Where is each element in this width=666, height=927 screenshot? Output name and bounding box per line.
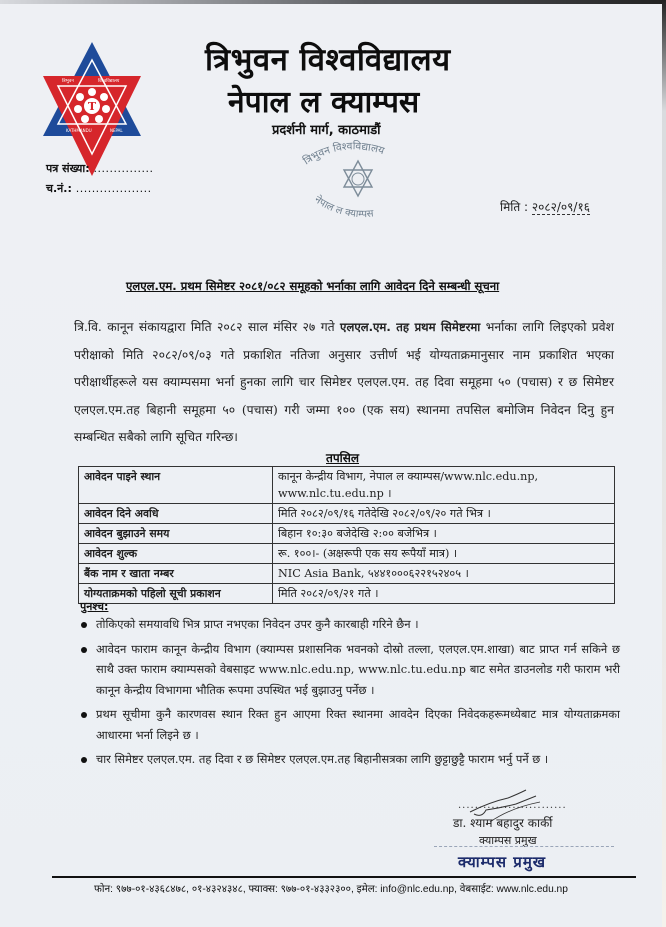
notice-body-bold: एलएल.एम. तह प्रथम सिमेष्टरमा <box>340 320 481 334</box>
list-item: चार सिमेष्टर एलएल.एम. तह दिवा र छ सिमेष्टर एलएल.एम.तह बिहानीसत्रका लागि छुट्टाछुट्टै फाराम भर्नु पर्ने छ । <box>78 749 620 770</box>
footer-divider <box>52 876 636 878</box>
detail-key: आवेदन शुल्क <box>79 544 273 564</box>
detail-value: मिति २०८२/०९/१६ गतेदेखि २०८२/०९/२० गते भित्र । <box>273 504 615 524</box>
detail-value: कानून केन्द्रीय विभाग, नेपाल ल क्याम्पस/www.nlc.edu.np, www.nlc.tu.edu.np । <box>273 467 615 504</box>
list-item: आवेदन फाराम कानून केन्द्रीय विभाग (क्याम्पस प्रशासनिक भवनको दोस्रो तल्ला, एलएल.एम.शाखा) बाट प्राप्त गर्न सकिने छ साथै उक्त फाराम क्याम्पसको वेबसाइट www.nlc.edu.np, www.nlc.tu.edu.np बाट समेत डाउनलोड गरी फाराम भरी कानून केन्द्रीय विभागमा भौतिक रूपमा उपस्थित भई बुझाउनु पर्नेछ । <box>78 639 620 701</box>
footer-contact: फोन: ९७७-०१-४३६८४७८, ०१-४३२४३४८, फ्याक्स: ९७७-०१-४३३२३००, इमेल: info@nlc.edu.np, वेबसाईट: www.nlc.edu.np <box>94 884 568 895</box>
detail-value: बिहान १०:३० बजेदेखि २:०० बजेभित्र । <box>273 524 615 544</box>
notice-date <box>500 198 590 215</box>
signature-line: .......................... <box>458 800 567 811</box>
campus-address: प्रदर्शनी मार्ग, काठमाडौं <box>272 123 381 138</box>
detail-key: आवेदन पाइने स्थान <box>79 467 273 504</box>
letter-number-label: पत्र संख्या: <box>46 162 90 175</box>
dispatch-number-label: च.नं.: <box>46 182 72 195</box>
detail-key: बैंक नाम र खाता नम्बर <box>79 564 273 584</box>
signatory-name: डा. श्याम बहादुर कार्की <box>453 816 553 830</box>
letter-number <box>46 161 153 176</box>
stamp-bottom-text: नेपाल ल क्याम्पस <box>312 194 374 221</box>
list-item: तोकिएको समयावधि भित्र प्राप्त नभएका निवेदन उपर कुनै कारबाही गरिने छैन । <box>78 614 620 635</box>
emblem-text-top-right: विश्वविद्यालय <box>98 79 120 84</box>
signatory-role: क्याम्पस प्रमुख <box>479 834 537 847</box>
detail-value: NIC Asia Bank, ५४४१०००६२२१५२४०५ । <box>273 564 615 584</box>
emblem-text-bottom-left: KATHMANDU <box>66 128 92 133</box>
table-row <box>79 467 615 504</box>
date-label: मिति : <box>500 200 529 214</box>
table-row <box>79 504 615 524</box>
stamp-top-text: त्रिभुवन विश्वविद्यालय <box>301 140 386 168</box>
table-row <box>79 564 615 584</box>
notice-body <box>74 314 614 452</box>
tribhuvan-university-emblem-icon <box>40 40 144 180</box>
campus-chief-stamp: क्याम्पस प्रमुख <box>458 853 547 871</box>
detail-key: योग्यताक्रमको पहिलो सूची प्रकाशन <box>79 584 273 604</box>
detail-value: मिति २०८२/०९/२१ गते । <box>273 584 615 604</box>
postscript-heading: पुनश्च: <box>80 600 109 613</box>
scan-edge-right <box>662 0 666 927</box>
date-value: २०८२/०९/१६ <box>531 200 590 214</box>
list-item: प्रथम सूचीमा कुनै कारणवस स्थान रिक्त हुन आएमा रिक्त स्थानमा आवदेन दिएका निवेदकहरूमध्येबाट मात्र योग्यताक्रमका आधारमा भर्ना लिइने छ । <box>78 704 620 745</box>
details-table <box>78 466 615 604</box>
emblem-text-bottom-right: NEPAL <box>110 128 123 133</box>
table-row <box>79 524 615 544</box>
stamp-divider <box>434 846 614 847</box>
notice-title: एलएल.एम. प्रथम सिमेष्टर २०८१/०८२ समूहको भर्नाका लागि आवेदन दिने सम्बन्धी सूचना <box>126 279 500 293</box>
scan-edge-top <box>0 0 666 4</box>
table-row <box>79 584 615 604</box>
svg-text:T: T <box>87 100 97 113</box>
detail-key: आवेदन दिने अवधि <box>79 504 273 524</box>
letter-number-value: ............... <box>93 162 154 175</box>
table-row <box>79 544 615 564</box>
dispatch-number-value: ................... <box>75 182 152 195</box>
details-heading: तपसिल <box>326 451 360 465</box>
postscript-list <box>78 614 620 774</box>
campus-name: नेपाल ल क्याम्पस <box>228 85 420 120</box>
university-name: त्रिभुवन विश्वविद्यालय <box>205 42 451 78</box>
notice-body-part1: त्रि.वि. कानून संकायद्वारा मिति २०८२ साल मंसिर २७ गते <box>74 320 341 334</box>
dispatch-number <box>46 181 152 196</box>
detail-key: आवेदन बुझाउने समय <box>79 524 273 544</box>
detail-value: रू. १००।- (अक्षरूपी एक सय रूपैयाँ मात्र) । <box>273 544 615 564</box>
campus-seal-stamp-icon <box>296 135 426 225</box>
notice-body-part2: भर्नाका लागि लिइएको प्रवेश परीक्षाको मिति २०८२/०९/०३ गते प्रकाशित नतिजा अनुसार उत्तीर्ण भई योग्यताक्रमानुसार नाम प्रकाशित भएका परीक्षार्थीहरूले यस क्याम्पसमा भर्ना हुनका लागि चार सिमेष्टर एलएल.एम. तह दिवा समूहमा ५० (पचास) र छ सिमेष्टर एलएल.एम.तह बिहानी समूहमा ५० (पचास) गरी जम्मा १०० (एक सय) स्थानमा तपसिल बमोजिम निवेदन दिनु हुन सम्बन्धित सबैको लागि सूचित गरिन्छ। <box>74 320 615 445</box>
emblem-text-top-left: त्रिभुवन <box>62 79 74 84</box>
